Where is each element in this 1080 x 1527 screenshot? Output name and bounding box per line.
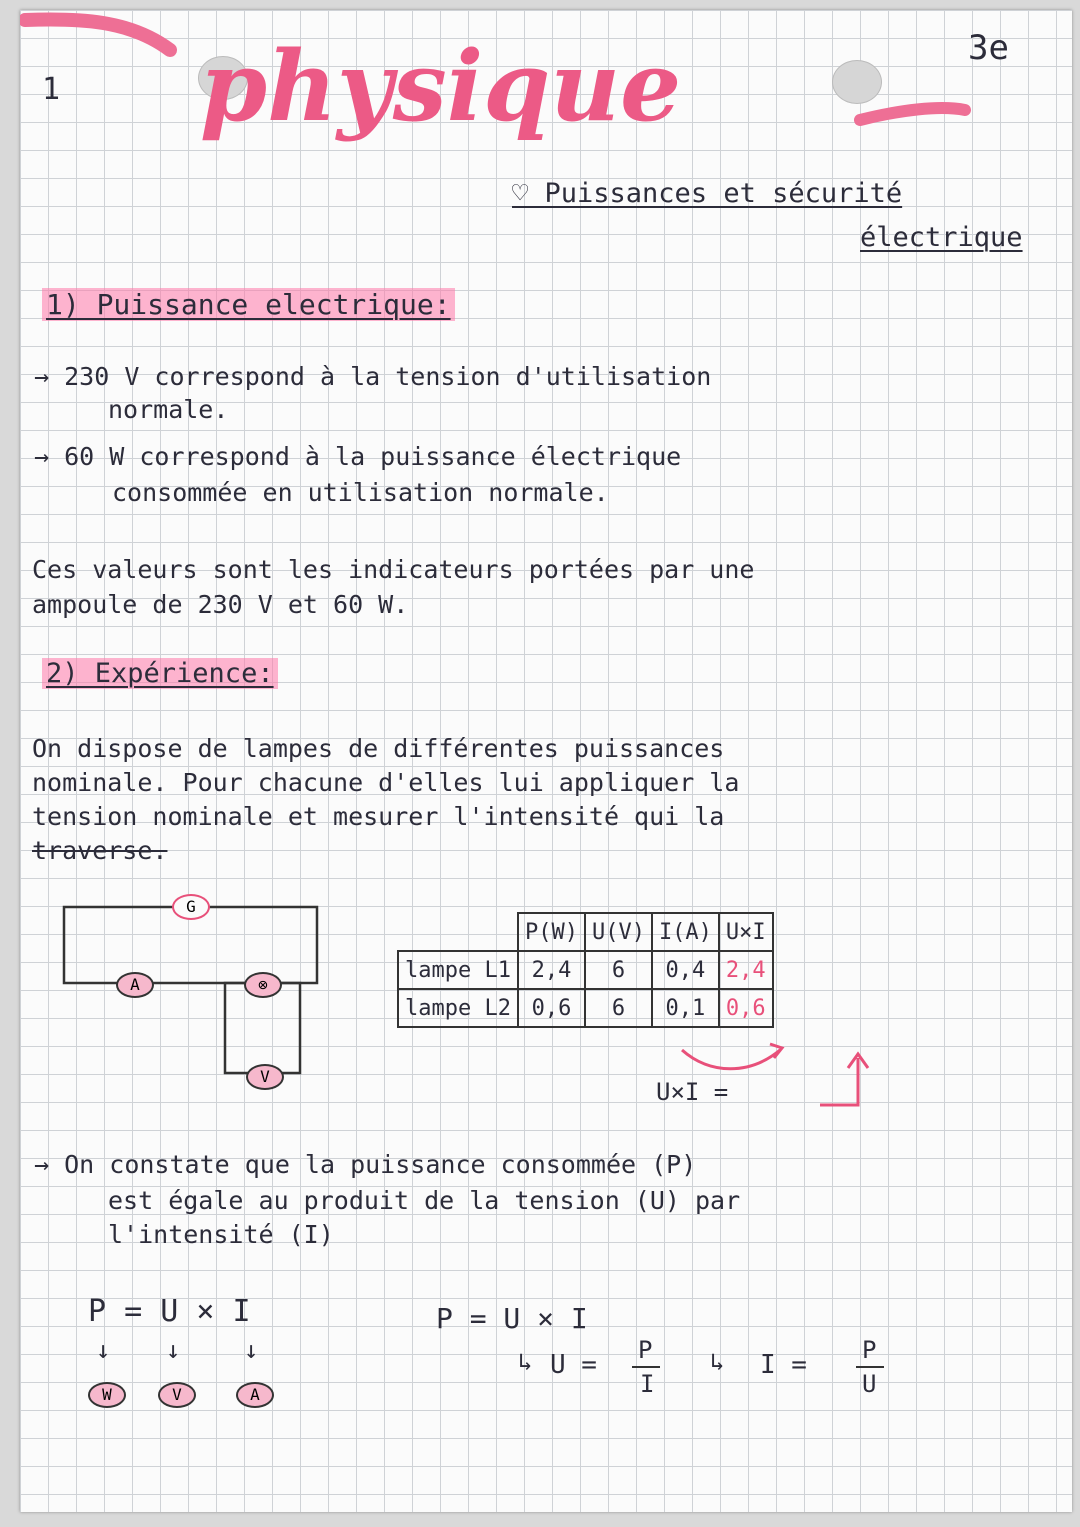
arrow-right-icon: → bbox=[34, 362, 65, 391]
formula-main-2: P = U × I bbox=[436, 1302, 588, 1335]
heart-icon: ♡ bbox=[512, 178, 545, 209]
para-line4: traverse. bbox=[32, 836, 168, 865]
bullet2: → 60 W correspond à la puissance électrique bbox=[34, 442, 682, 471]
table-cell: 6 bbox=[585, 989, 652, 1027]
i-numerator: P bbox=[862, 1336, 877, 1364]
formula-main: P = U × I bbox=[88, 1294, 251, 1329]
table-row bbox=[398, 951, 773, 989]
fraction-bar bbox=[856, 1366, 884, 1368]
table-cell: 0,6 bbox=[719, 989, 773, 1027]
i-lhs: I = bbox=[760, 1350, 807, 1380]
table-cell: 0,1 bbox=[652, 989, 719, 1027]
row-label: lampe L2 bbox=[398, 989, 518, 1027]
product-note: U×I = bbox=[656, 1078, 729, 1106]
down-arrow-icon: ↓ bbox=[166, 1336, 181, 1364]
measurement-table bbox=[397, 912, 774, 1028]
conclusion-line2: est égale au produit de la tension (U) par bbox=[108, 1186, 741, 1215]
grade-label: 3e bbox=[968, 28, 1009, 68]
ammeter-symbol: A bbox=[116, 972, 154, 998]
down-arrow-icon: ↓ bbox=[96, 1336, 111, 1364]
table-cell: 2,4 bbox=[518, 951, 585, 989]
conclusion-line1: → On constate que la puissance consommée (P) bbox=[34, 1150, 697, 1179]
section1-heading: 1) Puissance electrique: bbox=[42, 288, 455, 321]
arrow-turn-icon: ↳ bbox=[710, 1348, 725, 1376]
table-cell: 6 bbox=[585, 951, 652, 989]
fraction-bar bbox=[632, 1366, 660, 1368]
conclusion-line3: l'intensité (I) bbox=[108, 1220, 334, 1249]
page-title: physique bbox=[200, 30, 682, 143]
bullet2-cont: consommée en utilisation normale. bbox=[112, 478, 609, 507]
voltmeter-symbol: V bbox=[246, 1064, 284, 1090]
unit-watt: W bbox=[88, 1382, 126, 1408]
u-numerator: P bbox=[638, 1336, 653, 1364]
section2-heading: 2) Expérience: bbox=[42, 658, 278, 689]
u-lhs: U = bbox=[550, 1350, 597, 1380]
para-line2: nominale. Pour chacune d'elles lui appliquer la bbox=[32, 768, 740, 797]
bullet1: → 230 V correspond à la tension d'utilisation bbox=[34, 362, 712, 391]
para-line1: On dispose de lampes de différentes puissances bbox=[32, 734, 725, 763]
row-label: lampe L1 bbox=[398, 951, 518, 989]
chapter-title-line1: ♡ Puissances et sécurité bbox=[512, 178, 903, 209]
unit-volt: V bbox=[158, 1382, 196, 1408]
unit-ampere: A bbox=[236, 1382, 274, 1408]
generator-symbol: G bbox=[172, 894, 210, 920]
header-cell: P(W) bbox=[518, 913, 585, 951]
chapter-title-line2: électrique bbox=[860, 222, 1023, 253]
down-arrow-icon: ↓ bbox=[244, 1336, 259, 1364]
arrow-turn-icon: ↳ bbox=[518, 1348, 533, 1376]
note-line2: ampoule de 230 V et 60 W. bbox=[32, 590, 409, 619]
lamp-symbol: ⊗ bbox=[244, 972, 282, 998]
u-denominator: I bbox=[640, 1370, 655, 1398]
bullet1-cont: normale. bbox=[108, 395, 229, 424]
circuit-diagram bbox=[20, 870, 400, 1110]
i-denominator: U bbox=[862, 1370, 877, 1398]
para-line3: tension nominale et mesurer l'intensité qui la bbox=[32, 802, 725, 831]
arrow-right-icon: → bbox=[34, 442, 65, 471]
table-header-row bbox=[398, 913, 773, 951]
arrow-right-icon: → bbox=[34, 1150, 65, 1179]
table-cell: 0,4 bbox=[652, 951, 719, 989]
table-row bbox=[398, 989, 773, 1027]
table-cell: 2,4 bbox=[719, 951, 773, 989]
header-cell: I(A) bbox=[652, 913, 719, 951]
note-line1: Ces valeurs sont les indicateurs portées par une bbox=[32, 555, 755, 584]
header-cell: U×I bbox=[719, 913, 773, 951]
table-cell: 0,6 bbox=[518, 989, 585, 1027]
page-number: 1 bbox=[42, 72, 61, 107]
notebook-page bbox=[20, 10, 1072, 1512]
header-cell: U(V) bbox=[585, 913, 652, 951]
